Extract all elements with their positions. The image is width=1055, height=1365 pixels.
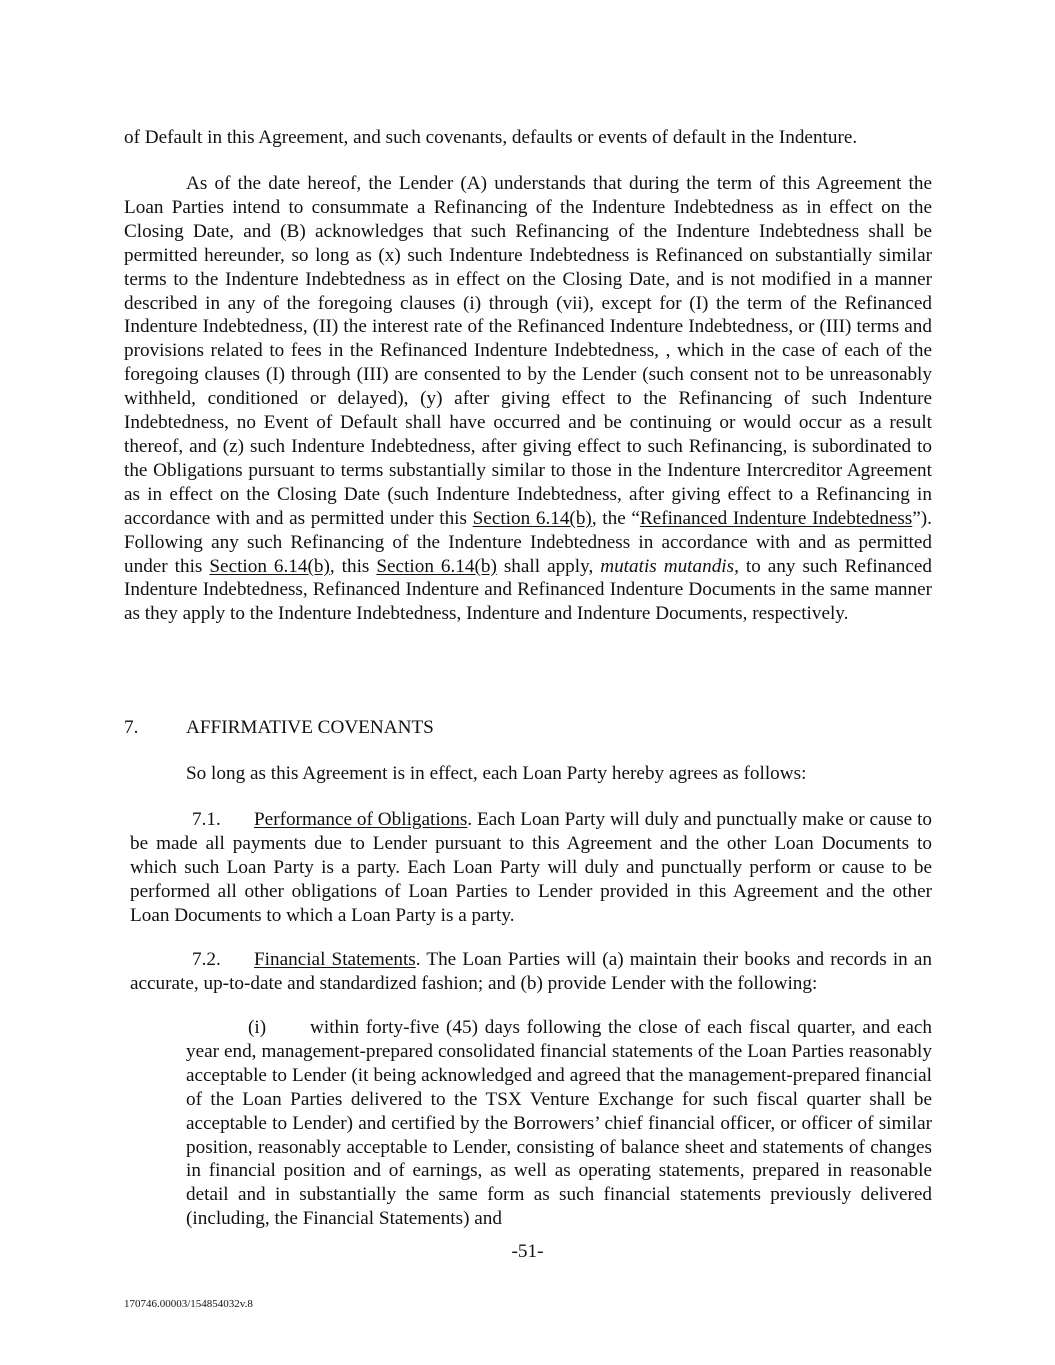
section-7-intro: So long as this Agreement is in effect, each Loan Party hereby agrees as follows:	[186, 763, 807, 784]
document-footer-id: 170746.00003/154854032v.8	[124, 1298, 253, 1310]
subsection-number: 7.2.	[192, 949, 221, 970]
section-reference: Section 6.14(b)	[209, 555, 330, 577]
section-number: 7.	[124, 717, 139, 738]
section-reference: Section 6.14(b)	[472, 507, 592, 529]
section-title: AFFIRMATIVE COVENANTS	[186, 717, 434, 738]
paragraph-continuation: of Default in this Agreement, and such covenants, defaults or events of default in the Indenture.	[124, 127, 858, 148]
clause-number: (i)	[248, 1017, 267, 1038]
page-number: -51-	[511, 1241, 544, 1262]
section-7-heading	[124, 716, 434, 740]
subsection-heading: Financial Statements	[254, 949, 416, 970]
paragraph-refinancing: As of the date hereof, the Lender (A) understands that during the term of this Agreement the Loan Parties intend to consummate a Refinancing of the Indenture Indebtedness as in effect on the Closing Date, and (B) acknowledges that such Refinancing of the Indenture Indebtedness shall be permitted hereunder, so long as (x) such Indenture Indebtedness is Refinanced on substantially similar terms to the Indenture Indebtedness as in effect on the Closing Date, and is not modified in a manner described in any of the foregoing clauses (i) through (vii), except for (I) the term of the Refinanced Indenture Indebtedness, (II) the interest rate of the Refinanced Indenture Indebtedness, or (III) terms and provisions related to fees in the Refinanced Indenture Indebtedness, , which in the case of each of the foregoing clauses (I) through (III) are consented to by the Lender (such consent not to be unreasonably withheld, conditioned or delayed), (y) after giving effect to the Refinancing of such Indenture Indebtedness, no Event of Default shall have occurred and be continuing or would occur as a result thereof, and (z) such Indenture Indebtedness, after giving effect to such Refinancing, is subordinated to the Obligations pursuant to terms substantially similar to those in the Indenture Intercreditor Agreement as in effect on the Closing Date (such Indenture Indebtedness, after giving effect to a Refinancing in accordance with and as permitted under this Section 6.14(b), the “Refinanced Indenture Indebtedness”). Following any such Refinancing of the Indenture Indebtedness in accordance with and as permitted under this Section 6.14(b), this Section 6.14(b) shall apply, mutatis mutandis, to any such Refinanced Indenture Indebtedness, Refinanced Indenture and Refinanced Indenture Documents in the same manner as they apply to the Indenture Indebtedness, Indenture and Indenture Documents, respectively.	[124, 173, 932, 625]
section-7-2-i: (i) within forty-five (45) days following the close of each fiscal quarter, and each year end, management-prepared consolidated financial statements of the Loan Parties reasonably acceptable to Lender (it being acknowledged and agreed that the management-prepared financial of the Loan Parties delivered to the TSX Venture Exchange for such fiscal quarter shall be acceptable to Lender) and certified by the Borrowers’ chief financial officer, or officer of similar position, reasonably acceptable to Lender, consisting of balance sheet and statements of changes in financial position and of earnings, as well as operating statements, prepared in reasonable detail and in substantially the same form as such financial statements previously delivered (including, the Financial Statements) and	[186, 1017, 932, 1230]
section-reference: Section 6.14(b)	[376, 555, 497, 577]
defined-term: Refinanced Indenture Indebtedness	[639, 507, 913, 529]
subsection-heading: Performance of Obligations	[254, 809, 468, 830]
section-7-2: 7.2. Financial Statements. The Loan Parties will (a) maintain their books and records in an accurate, up-to-date and standardized fashion; and (b) provide Lender with the following:	[130, 949, 933, 994]
subsection-number: 7.1.	[192, 809, 221, 830]
latin-term: mutatis mutandis,	[600, 555, 739, 577]
section-7-1: 7.1. Performance of Obligations. Each Loan Party will duly and punctually make or cause to be made all payments due to Lender pursuant to this Agreement and the other Loan Documents to which such Loan Party is a party. Each Loan Party will duly and punctually perform or cause to be performed all other obligations of Loan Parties to Lender provided in this Agreement and the other Loan Documents to which a Loan Party is a party.	[130, 809, 932, 926]
